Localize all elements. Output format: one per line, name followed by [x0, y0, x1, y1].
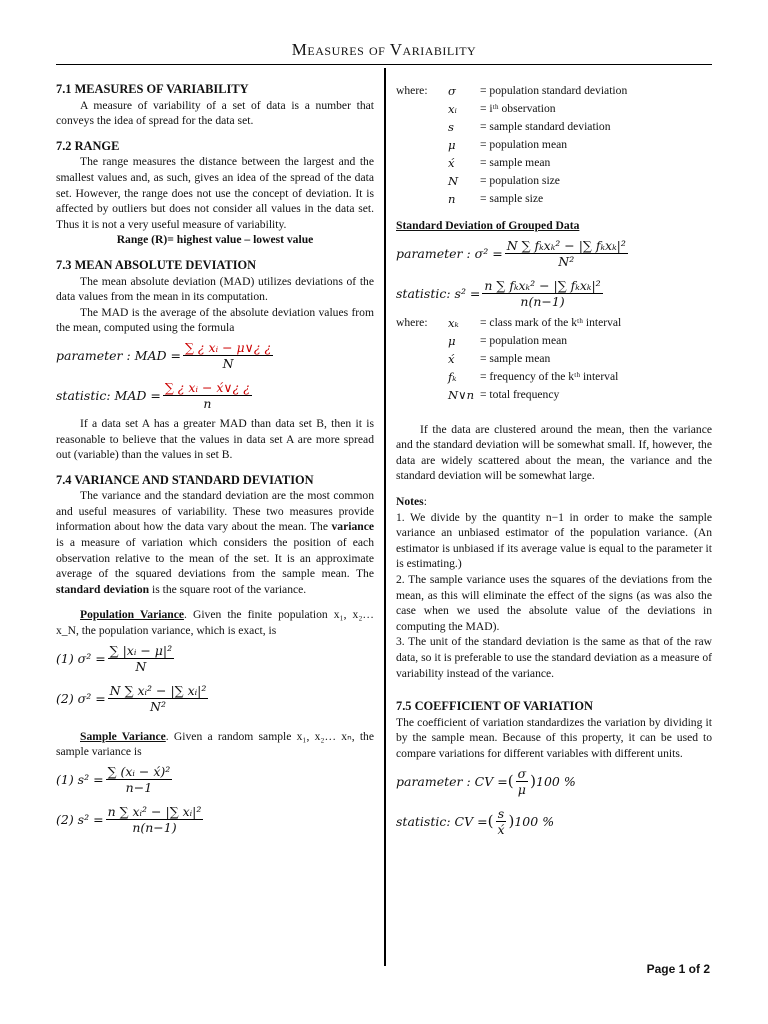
eq-fraction	[108, 643, 174, 674]
eq-denominator: n(n−1)	[132, 820, 177, 836]
population-variance-eq1	[56, 639, 374, 679]
eq-fraction	[106, 764, 173, 795]
population-variance-intro: Population Variance. Given the finite population x₁, x₂… x_N, the population variance, which is exact, is	[56, 608, 374, 638]
def-description: = population mean	[480, 138, 568, 151]
eq-denominator: n	[203, 396, 212, 412]
def-symbol: μ	[448, 333, 456, 348]
eq-denominator: N²	[558, 254, 575, 270]
section-7-4-heading: 7.4 VARIANCE AND STANDARD DEVIATION	[56, 472, 314, 487]
eq-denominator: μ	[517, 781, 526, 797]
eq-fraction	[163, 380, 252, 411]
eq-tail: 100 %	[514, 813, 555, 829]
grouped-statistic-equation	[396, 274, 712, 314]
grouped-heading: Standard Deviation of Grouped Data	[396, 219, 580, 232]
eq-denominator: N	[222, 356, 234, 372]
def-symbol: xᵢ	[448, 102, 457, 116]
eq-denominator: n(n−1)	[520, 294, 565, 310]
eq-numerator: σ	[517, 765, 527, 781]
section-7-5-heading: 7.5 COEFFICIENT OF VARIATION	[396, 699, 593, 714]
range-formula: Range (R)= highest value – lowest value	[116, 233, 314, 247]
grouped-definitions-list	[396, 314, 712, 404]
eq-numerator: s	[497, 805, 505, 821]
sample-variance-eq1	[56, 760, 374, 800]
eq-fraction	[482, 278, 602, 309]
eq-tail: 100 %	[536, 773, 576, 789]
notes-heading: Notes:	[396, 494, 427, 508]
left-column	[56, 82, 374, 840]
eq-fraction	[106, 804, 204, 835]
sample-variance-intro: Sample Variance. Given a random sample x₁, x₂… xₙ, the sample variance is	[56, 729, 374, 759]
def-symbol: x́	[448, 351, 455, 366]
note-2: 2. The sample variance uses the squares of the deviations from the mean, as this will eliminate the effect of the signs (as was also the case when we used the absolute value of the deviations in computing the MAD).	[396, 572, 712, 633]
def-description: = population mean	[480, 333, 568, 347]
section-7-3-p2: The MAD is the average of the absolute deviation values from the mean, computed using the formula	[56, 305, 374, 335]
grouped-parameter-equation	[396, 234, 712, 274]
def-description: = sample mean	[480, 351, 551, 365]
eq-numerator: ∑ ¿ xᵢ − x́∨¿ ¿	[164, 380, 250, 396]
eq-fraction	[505, 238, 628, 269]
eq-label: (2) σ² =	[56, 690, 106, 706]
section-7-2-heading: 7.2 RANGE	[56, 138, 120, 153]
def-symbol: fₖ	[448, 369, 457, 384]
eq-label: parameter : σ² =	[396, 245, 503, 261]
eq-numerator: n ∑ fₖxₖ² − |∑ fₖxₖ|²	[484, 278, 601, 294]
def-symbol: N	[448, 174, 459, 188]
def-description: = sample mean	[480, 156, 551, 169]
def-symbol: n	[448, 192, 456, 206]
eq-fraction	[108, 683, 209, 714]
cv-statistic-equation: statistic: CV = ( $\frac{s}{x́}$ ) 100 %	[396, 805, 555, 837]
def-description: = iᵗʰ observation	[480, 102, 556, 115]
def-description: = sample standard deviation	[480, 120, 611, 133]
section-7-2-body: The range measures the distance between the largest and the smallest values and, as such, gives an idea of the spread of the data set. However, the range does not use the concept of deviation. It is affected by outliers but does not consider all values in the data set. Thus it is not a very useful measure of variability.	[56, 155, 374, 231]
cluster-paragraph: If the data are clustered around the mean, then the variance and the standard deviation will be somewhat small. If, however, the data are widely scattered about the mean, the variance and the standard deviation will be somewhat large.	[396, 422, 712, 483]
definitions-list	[396, 82, 712, 208]
eq-numerator: ∑ (xᵢ − x́)²	[107, 764, 171, 780]
page-title: Measures of Variability	[291, 40, 477, 59]
section-7-3-heading: 7.3 MEAN ABSOLUTE DEVIATION	[56, 257, 257, 272]
def-description: = population standard deviation	[480, 84, 628, 97]
where-label: where:	[396, 315, 428, 329]
eq-fraction	[183, 340, 273, 371]
section-7-4-p1: The variance and the standard deviation are the most common and useful measures of variability. These two measures provide information about how the data vary about the mean. The variance is a measure of variation which considers the position of each observation relative to the mean of the set. It is an approximate average of the squared deviations from the sample mean. The standard deviation is the square root of the variance.	[56, 489, 374, 596]
def-symbol: s	[448, 120, 454, 134]
def-description: = frequency of the kᵗʰ interval	[480, 369, 619, 383]
note-1: 1. We divide by the quantity n−1 in order to make the sample variance an unbiased estimator of the population variance. (An estimator is unbiased if its average value is equal to the parameter it is estimating.)	[396, 510, 712, 571]
def-description: = population size	[480, 174, 560, 187]
mad-parameter-equation	[56, 336, 374, 376]
eq-denominator: x́	[497, 821, 505, 837]
eq-numerator: ∑ |xᵢ − μ|²	[109, 643, 173, 659]
eq-numerator: n ∑ xᵢ² − |∑ xᵢ|²	[107, 804, 202, 820]
def-symbol: N∨n	[448, 387, 475, 402]
def-symbol: x́	[448, 156, 455, 170]
title-rule	[56, 64, 712, 65]
section-7-5-body: The coefficient of variation standardizes the variation by dividing it by the sample mean. Because of this property, it can be used to compare variations for different variables with different units.	[396, 715, 712, 760]
right-column	[396, 82, 712, 841]
eq-numerator: N ∑ xᵢ² − |∑ xᵢ|²	[109, 683, 207, 699]
eq-denominator: n−1	[125, 780, 153, 796]
def-description: = sample size	[480, 192, 544, 205]
eq-label: (2) s² =	[56, 812, 104, 828]
eq-label: (1) σ² =	[56, 650, 106, 666]
def-description: = total frequency	[480, 387, 560, 401]
mad-statistic-equation	[56, 376, 374, 416]
eq-label: statistic: s² =	[396, 285, 481, 301]
eq-fraction	[516, 766, 529, 797]
sample-variance-eq2	[56, 800, 374, 840]
def-symbol: σ	[448, 84, 456, 98]
eq-label: statistic: CV =	[396, 813, 488, 829]
eq-numerator: ∑ ¿ xᵢ − μ∨¿ ¿	[184, 340, 272, 356]
note-3: 3. The unit of the standard deviation is the same as that of the raw data, so it is preferable to use the standard deviation as a measure of variability instead of the variance.	[396, 635, 712, 680]
section-7-3-p1: The mean absolute deviation (MAD) utilizes deviations of the data values from the mean in its computation.	[56, 274, 374, 304]
eq-label: (1) s² =	[56, 772, 104, 788]
eq-denominator: N	[135, 659, 147, 675]
def-description: = class mark of the kᵗʰ interval	[480, 315, 622, 329]
cv-parameter-equation: parameter : CV = ( $\frac{\sigma}{\mu}$ ) 100 %	[396, 765, 576, 797]
population-variance-eq2	[56, 679, 374, 719]
eq-denominator: N²	[150, 699, 166, 715]
page-number: Page 1 of 2	[646, 962, 710, 976]
where-label: where:	[396, 84, 428, 97]
def-symbol: xₖ	[448, 315, 459, 330]
eq-label: parameter : MAD =	[56, 348, 181, 364]
def-symbol: μ	[448, 138, 456, 152]
section-7-1-heading: 7.1 MEASURES OF VARIABILITY	[56, 82, 249, 96]
column-divider	[384, 68, 386, 966]
section-7-1-body: A measure of variability of a set of data is a number that conveys the idea of spread for the data set.	[56, 98, 374, 128]
eq-numerator: N ∑ fₖxₖ² − |∑ fₖxₖ|²	[506, 238, 626, 254]
eq-fraction	[495, 806, 506, 837]
section-7-3-p3: If a data set A has a greater MAD than data set B, then it is reasonable to believe that the values in data set A are more spread out (variable) than the values in set B.	[56, 416, 374, 462]
eq-label: parameter : CV =	[396, 773, 508, 789]
eq-label: statistic: MAD =	[56, 388, 161, 404]
